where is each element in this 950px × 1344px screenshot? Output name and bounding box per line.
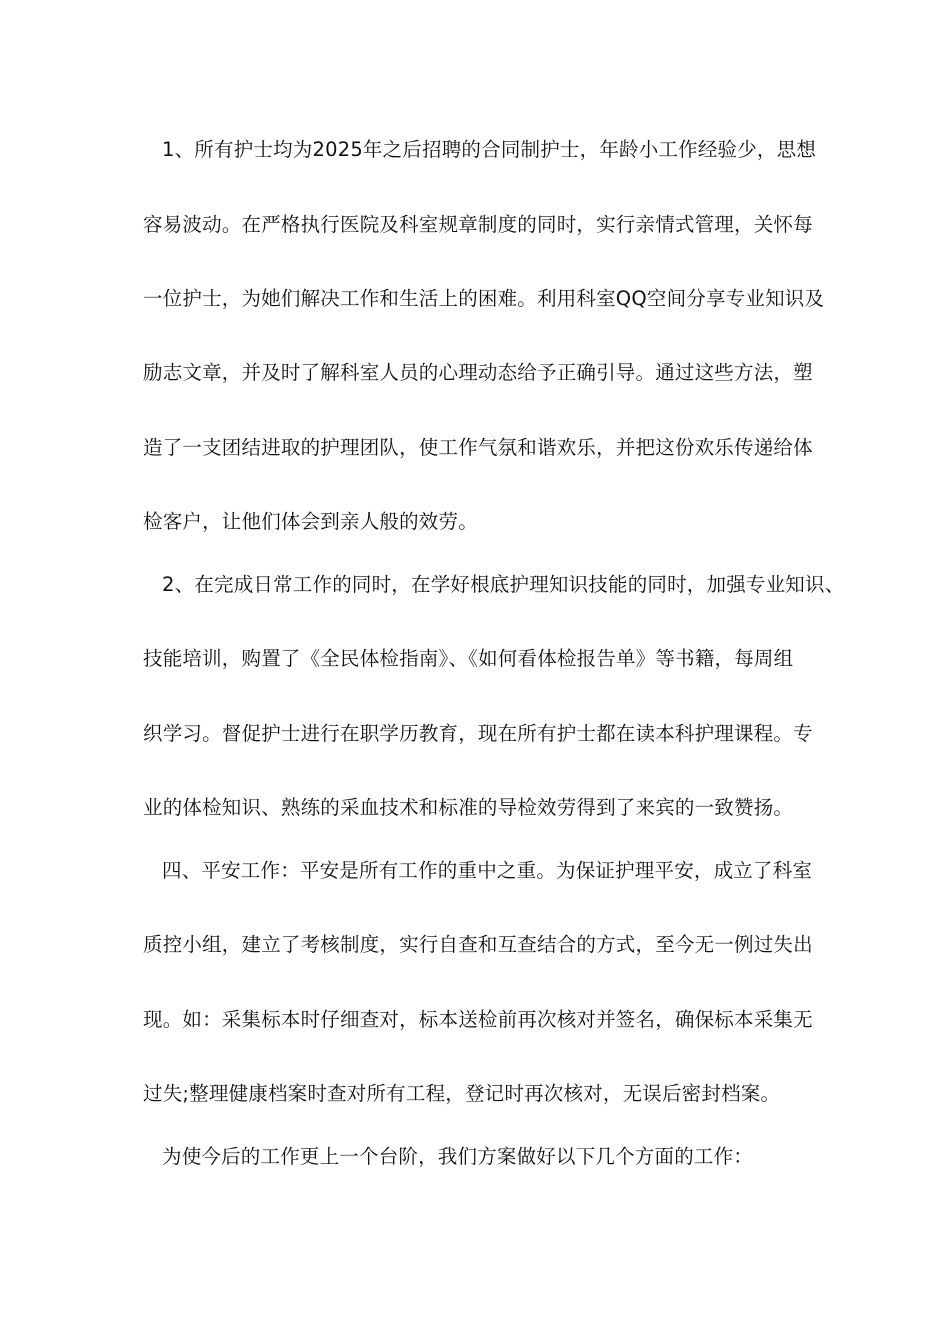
paragraph-4-line-1: 为使今后的工作更上一个台阶，我们方案做好以下几个方面的工作： — [162, 1145, 754, 1168]
paragraph-1-line-1: 1、所有护士均为2025年之后招聘的合同制护士，年龄小工作经验少，思想 — [162, 138, 817, 161]
paragraph-2-line-2: 技能培训，购置了《全民体检指南》、《如何看体检报告单》等书籍，每周组 — [143, 647, 794, 670]
paragraph-2-line-4: 业的体检知识、熟练的采血技术和标准的导检效劳得到了来宾的一致赞扬。 — [143, 796, 794, 819]
paragraph-3-line-3: 现。如：采集标本时仔细查对，标本送检前再次核对并签名，确保标本采集无 — [143, 1008, 813, 1031]
paragraph-1-line-6: 检客户，让他们体会到亲人般的效劳。 — [143, 510, 478, 533]
paragraph-1-line-5: 造了一支团结进取的护理团队，使工作气氛和谐欢乐，并把这份欢乐传递给体 — [143, 436, 813, 459]
paragraph-1-line-3: 一位护士，为她们解决工作和生活上的困难。利用科室QQ空间分享专业知识及 — [143, 287, 825, 310]
paragraph-2-line-1: 2、在完成日常工作的同时，在学好根底护理知识技能的同时，加强专业知识、 — [162, 573, 845, 596]
paragraph-3-line-2: 质控小组，建立了考核制度，实行自查和互查结合的方式，至今无一例过失出 — [143, 933, 813, 956]
paragraph-1-line-2: 容易波动。在严格执行医院及科室规章制度的同时，实行亲情式管理，关怀每 — [143, 213, 813, 236]
paragraph-3-line-1: 四、平安工作：平安是所有工作的重中之重。为保证护理平安，成立了科室 — [162, 859, 813, 882]
paragraph-2-line-3: 织学习。督促护士进行在职学历教育，现在所有护士都在读本科护理课程。专 — [143, 722, 813, 745]
paragraph-3-line-4: 过失;整理健康档案时查对所有工程，登记时再次核对，无误后密封档案。 — [143, 1082, 781, 1105]
paragraph-1-line-4: 励志文章，并及时了解科室人员的心理动态给予正确引导。通过这些方法，塑 — [143, 361, 813, 384]
